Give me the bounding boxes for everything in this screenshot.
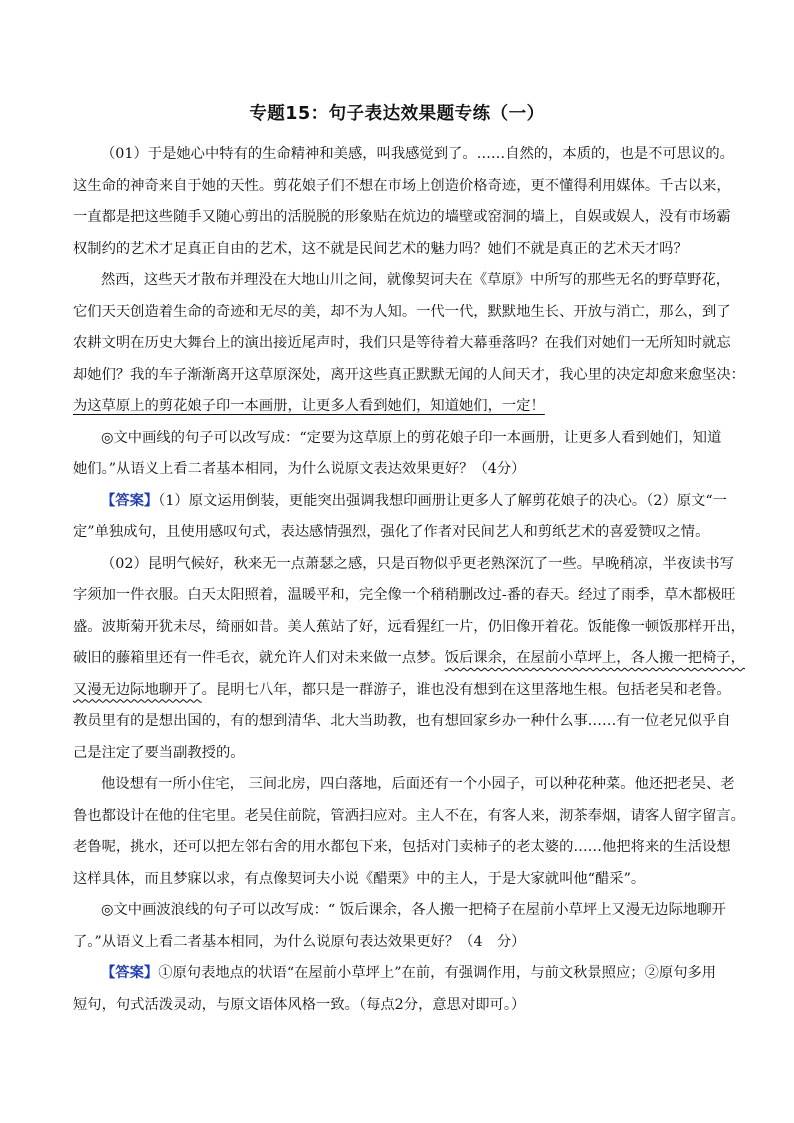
underlined-text: 为这草原上的剪花娘子印一本画册，让更多人看到她们，知道她们，一定！ — [73, 398, 545, 414]
q2-paragraph-line: 他设想有一所小住宅， 三间北房，四白落地，后面还有一个小园子，可以种花种菜。他还把老吴、老 — [101, 776, 735, 792]
document-body — [73, 139, 745, 1021]
q1-question-line: 她们。”从语义上看二者基本相同，为什么说原文表达效果更好？（4分） — [73, 461, 526, 477]
q1-paragraph-line: （01）于是她心中特有的生命精神和美感，叫我感觉到了。……自然的，本质的，也是不可思议的。 — [101, 146, 734, 162]
plain-text: 。昆明七八年，都只是一群游子，谁也没有想到在这里落地生根。包括老吴和老鲁。 — [201, 681, 731, 698]
q2-paragraph-line: 己是注定了要当副教授的。 — [73, 744, 245, 761]
q2-answer-line: 短句，句式活泼灵动，与原文语体风格一致。（每点2分，意思对即可。） — [73, 996, 526, 1013]
q1-answer-line — [73, 486, 727, 518]
wavy-underlined-text: 又漫无边际地聊开了 — [73, 681, 202, 698]
q1-question-line: ◎文中画线的句子可以改写成：“定要为这草原上的剪花娘子印一本画册，让更多人看到她们，知道 — [101, 429, 722, 446]
answer-tag: 【答案】 — [101, 965, 159, 981]
q2-question-line: ◎文中画波浪线的句子可以改写成：“ 饭后课余，各人搬一把椅子在屋前小草坪上又漫无边际地聊开 — [101, 902, 726, 918]
q2-paragraph-line — [73, 675, 731, 707]
answer-text: （1）原文运用倒装，更能突出强调我想印画册让更多人了解剪花娘子的决心。（2）原文“一 — [158, 492, 727, 509]
page-title: 专题15：句子表达效果题专练（一） — [249, 104, 545, 124]
q1-paragraph-line: 一直都是把这些随手又随心剪出的活脱脱的形象贴在炕边的墙壁或窑洞的墙上，自娱或娱人，没有市场霸 — [73, 209, 731, 225]
q2-paragraph-line: 字须加一件衣服。白天太阳照着，温暖平和，完全像一个稍稍删改过-番的春天。经过了雨季，草木都极旺 — [73, 587, 736, 603]
q1-paragraph-line: 却她们？我的车子渐渐离开这草原深处，离开这些真正默默无闻的人间天才，我心里的决定却愈来愈坚决： — [73, 366, 745, 383]
q2-answer-line — [73, 958, 723, 990]
q1-paragraph-line: 农耕文明在历史大舞台上的演出接近尾声时，我们只是等待着大幕垂落吗？在我们对她们一无所知时就忘 — [73, 335, 731, 351]
q1-underlined-sentence — [73, 391, 723, 423]
answer-tag: 【答案】 — [101, 492, 159, 509]
q2-paragraph-line: 这样具体，而且梦寐以求，有点像契诃夫小说《醋栗》中的主人，于是大家就叫他“醋采”。 — [73, 870, 646, 887]
plain-text: 破旧的藤箱里还有一件毛衣，就允许人们对未来做一点梦。 — [73, 650, 445, 666]
q1-paragraph-line: 它们天天创造着生命的奇迹和无尽的美，却不为人知。一代一代，默默地生长、开放与消亡，那么，到了 — [73, 303, 731, 320]
q1-answer-line: 定”单独成句，且使用感叹句式，表达感情强烈，强化了作者对民间艺人和剪纸艺术的喜爱赞叹之情。 — [73, 524, 710, 540]
q1-paragraph-line: 权制约的艺术才足真正自由的艺术，这不就是民间艺术的魅力吗？她们不就是真正的艺术天才吗？ — [73, 240, 688, 257]
q1-paragraph-line: 然西，这些天才散布并理没在大地山川之间，就像契诃夫在《草原》中所写的那些无名的野草野花， — [101, 272, 731, 288]
q2-paragraph-line: （02）昆明气候好，秋来无一点萧瑟之感，只是百物似乎更老熟深沉了一些。早晚稍凉，半夜读书写 — [101, 555, 734, 572]
q2-paragraph-line: 鲁也都设计在他的住宅里。老吴住前院，管洒扫应对。主人不在，有客人来，沏茶奉烟，请客人留字留言。 — [73, 807, 745, 824]
q2-paragraph-line — [73, 643, 745, 675]
answer-text: ①原句表地点的状语“在屋前小草坪上”在前，有强调作用，与前文秋景照应；②原句多用 — [158, 965, 717, 981]
q2-paragraph-line: 老鲁呢，挑水，还可以把左邻右舍的用水都包下来，包括对门卖柿子的老太婆的……他把将来的生活设想 — [73, 839, 731, 855]
q2-paragraph-line: 教员里有的是想出国的，有的想到清华、北大当助教，也有想回家乡办一种什么事……有一位老兄似乎自 — [73, 713, 731, 729]
q1-paragraph-line: 这生命的神奇来自于她的天性。剪花娘子们不想在市场上创造价格奇迹，更不懂得利用媒体。千古以来， — [73, 177, 731, 194]
q2-paragraph-line: 盛。波斯菊开犹未尽，绮丽如昔。美人蕉站了好，远看猩红一片，仍旧像开着花。饭能像一顿饭那样开出， — [73, 618, 745, 635]
wavy-underlined-text: 饭后课余，在屋前小草坪上，各人搬一把椅子， — [444, 650, 745, 666]
q2-question-line: 了。”从语义上看二者基本相同，为什么说原句表达效果更好？（4 分） — [73, 933, 526, 950]
